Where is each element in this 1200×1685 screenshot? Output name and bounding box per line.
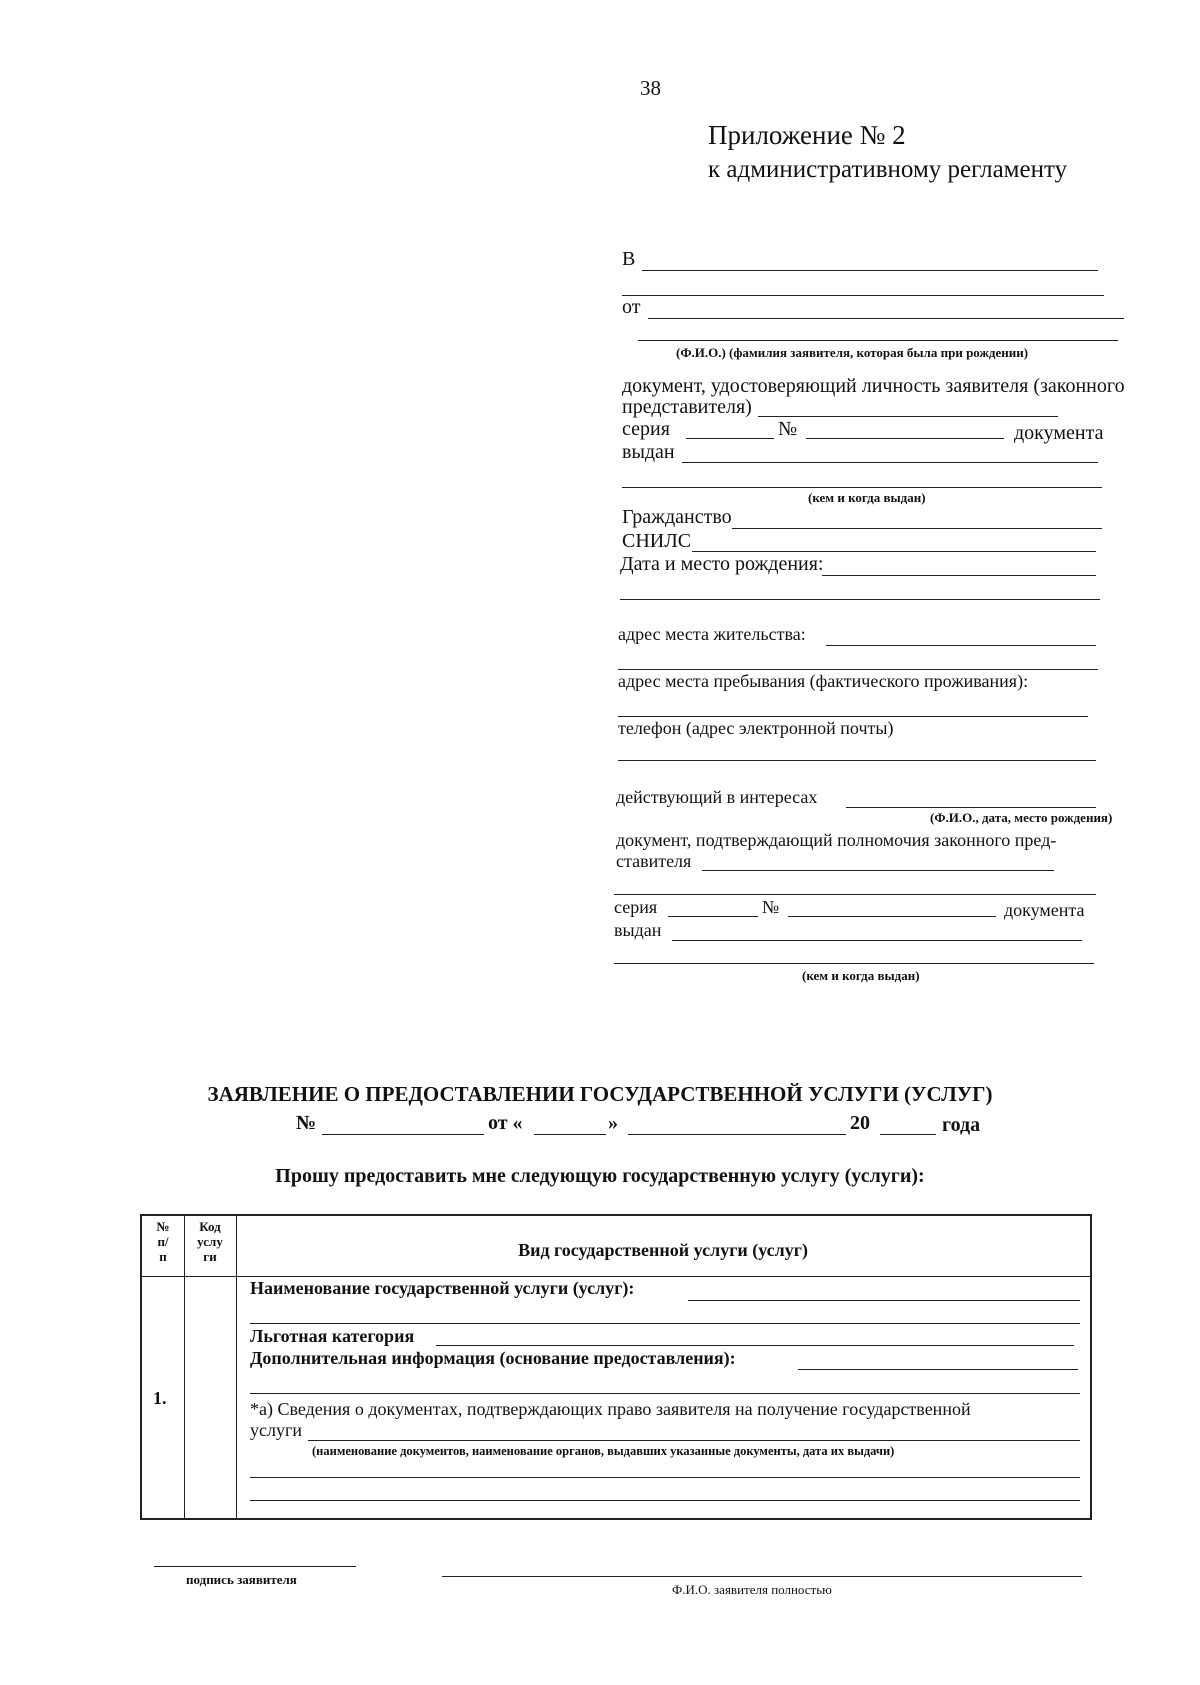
appendix-subtitle: к административному регламенту [708, 156, 1068, 183]
rep-document-label: документа [1004, 900, 1085, 920]
privileged-field[interactable] [436, 1345, 1074, 1346]
stay-label: адрес места пребывания (фактического проживания): [618, 671, 1029, 691]
from-field[interactable] [648, 318, 1124, 319]
signature-caption: подпись заявителя [186, 1572, 297, 1587]
rep-doc-field[interactable] [702, 870, 1054, 871]
rep-doc-label-1: документ, подтверждающий полномочия законного пред- [616, 830, 1057, 850]
birth-field-line2[interactable] [620, 599, 1100, 600]
appendix-title: Приложение № 2 [708, 120, 906, 150]
service-name-label: Наименование государственной услуги (услуг): [250, 1278, 635, 1298]
col-code-header-1: Код [199, 1219, 221, 1234]
col-number-header-1: № [156, 1219, 170, 1234]
document-label: документа [1014, 422, 1104, 444]
col-number-header-3: п [159, 1249, 167, 1264]
residence-field-line2[interactable] [618, 669, 1098, 670]
snils-field[interactable] [692, 551, 1096, 552]
docs-field-line3[interactable] [250, 1500, 1080, 1501]
fio-full-caption: Ф.И.О. заявителя полностью [672, 1582, 832, 1597]
birth-label: Дата и место рождения: [620, 553, 824, 575]
issued-field-line2[interactable] [622, 487, 1102, 488]
from-label: от [622, 296, 641, 318]
privileged-label: Льготная категория [250, 1326, 415, 1346]
service-name-field[interactable] [688, 1300, 1080, 1301]
fio-field[interactable] [442, 1576, 1082, 1577]
application-month-field[interactable] [628, 1134, 846, 1135]
application-year-field[interactable] [880, 1134, 936, 1135]
to-field-line2[interactable] [622, 295, 1104, 296]
acting-label: действующий в интересах [616, 787, 818, 807]
extra-info-label: Дополнительная информация (основание предоставления): [250, 1348, 736, 1368]
to-field[interactable] [642, 270, 1098, 271]
docs-caption: (наименование документов, наименование органов, выдавших указанные документы, дата их выдачи) [312, 1444, 895, 1458]
phone-field[interactable] [618, 760, 1096, 761]
service-name-field-line2[interactable] [250, 1323, 1080, 1324]
series-label: серия [622, 418, 670, 440]
col-number-header-2: п/ [157, 1234, 169, 1249]
application-year-prefix: 20 [850, 1112, 870, 1134]
stay-field[interactable] [618, 716, 1088, 717]
col-code-header [184, 1219, 236, 1264]
extra-info-field-line2[interactable] [250, 1393, 1080, 1394]
application-title: ЗАЯВЛЕНИЕ О ПРЕДОСТАВЛЕНИИ ГОСУДАРСТВЕННОЙ УСЛУГИ (УСЛУГ) [207, 1082, 993, 1106]
issued-field[interactable] [682, 462, 1098, 463]
application-intro: Прошу предоставить мне следующую государственную услугу (услуги): [275, 1165, 925, 1187]
citizenship-label: Гражданство [622, 506, 732, 528]
application-day-field[interactable] [534, 1134, 606, 1135]
page-number: 38 [640, 76, 661, 100]
application-date-label: от « [488, 1112, 523, 1134]
col-service-header: Вид государственной услуги (услуг) [518, 1240, 808, 1260]
rep-doc-label-2: ставителя [616, 851, 692, 871]
rep-issued-field[interactable] [672, 940, 1082, 941]
extra-info-field[interactable] [798, 1369, 1078, 1370]
rep-issued-field-line2[interactable] [614, 963, 1094, 964]
acting-field[interactable] [846, 807, 1096, 808]
residence-field[interactable] [826, 645, 1096, 646]
docs-label-1: *а) Сведения о документах, подтверждающих право заявителя на получение государственной [250, 1399, 971, 1419]
acting-caption: (Ф.И.О., дата, место рождения) [930, 810, 1113, 825]
table-col-divider-2 [236, 1216, 237, 1518]
application-number-field[interactable] [322, 1134, 484, 1135]
residence-label: адрес места жительства: [618, 624, 806, 644]
citizenship-field[interactable] [732, 528, 1102, 529]
application-quote-close: » [608, 1112, 618, 1134]
services-table [140, 1214, 1092, 1520]
snils-label: СНИЛС [622, 530, 692, 552]
phone-label: телефон (адрес электронной почты) [618, 718, 894, 738]
id-doc-label-1: документ, удостоверяющий личность заявителя (законного [622, 375, 1125, 397]
series-field[interactable] [686, 438, 774, 439]
rep-issued-caption: (кем и когда выдан) [802, 968, 920, 983]
docs-label-2: услуги [250, 1420, 302, 1440]
birth-field[interactable] [822, 575, 1096, 576]
number-label: № [778, 418, 798, 440]
id-doc-field[interactable] [758, 416, 1058, 417]
application-year-label: года [942, 1114, 981, 1136]
signature-field[interactable] [154, 1566, 356, 1567]
col-code-header-2: услу [197, 1234, 223, 1249]
col-number-header [142, 1219, 184, 1264]
from-field-line2[interactable] [638, 340, 1118, 341]
issued-caption: (кем и когда выдан) [808, 490, 926, 505]
docs-field[interactable] [308, 1440, 1080, 1441]
rep-series-label: серия [614, 897, 658, 917]
table-header-divider [142, 1276, 1090, 1277]
rep-issued-label: выдан [614, 920, 662, 940]
rep-series-field[interactable] [668, 916, 758, 917]
id-doc-label-2: представителя) [622, 396, 752, 418]
application-number-label: № [296, 1112, 317, 1134]
issued-label: выдан [622, 441, 675, 463]
fio-caption: (Ф.И.О.) (фамилия заявителя, которая была при рождении) [676, 345, 1029, 360]
rep-number-label: № [762, 897, 780, 917]
docs-field-line2[interactable] [250, 1477, 1080, 1478]
number-field[interactable] [806, 438, 1004, 439]
rep-number-field[interactable] [788, 916, 996, 917]
col-code-header-3: ги [203, 1249, 217, 1264]
to-label: В [622, 248, 636, 270]
rep-doc-field-line2[interactable] [614, 894, 1096, 895]
row-number: 1. [153, 1388, 167, 1408]
